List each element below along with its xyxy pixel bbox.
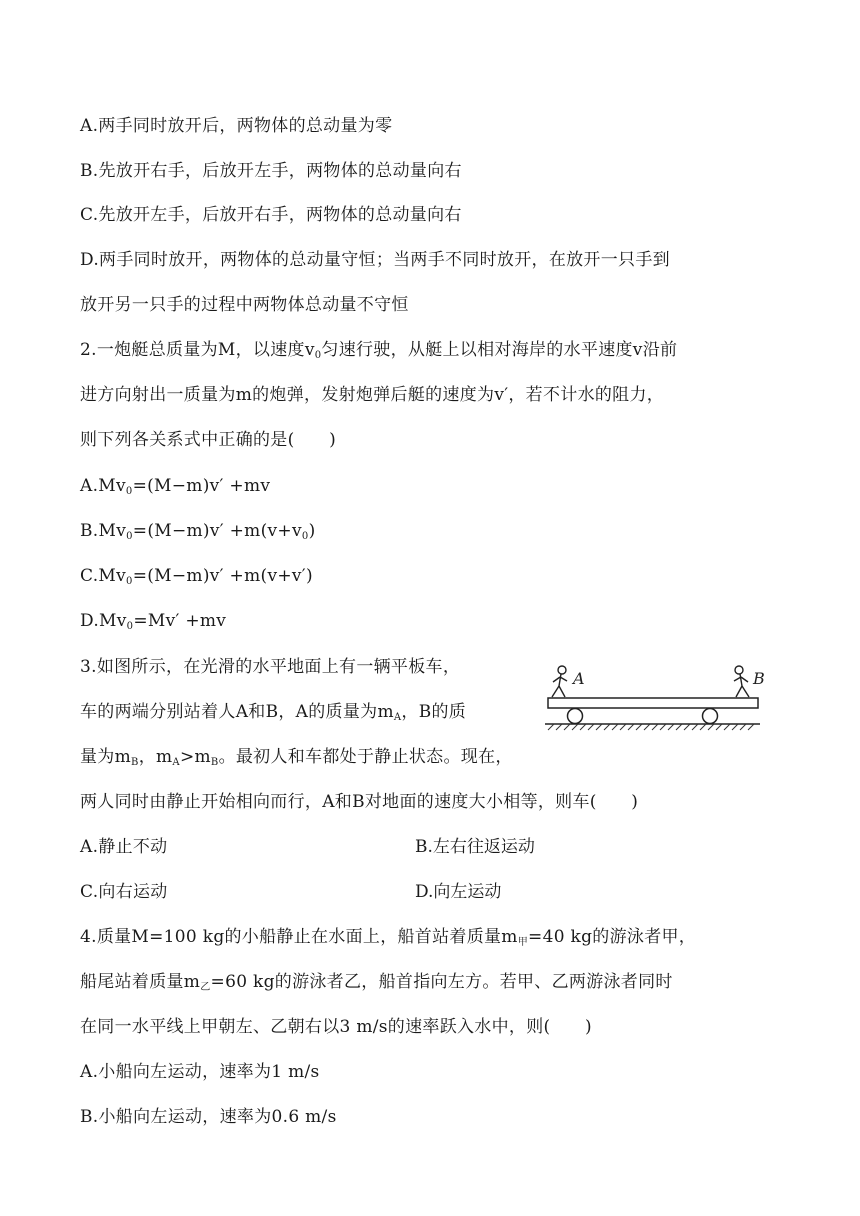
q1-option-b: B.先放开右手，后放开左手，两物体的总动量向右 [80, 161, 462, 181]
q2-option-b [80, 520, 316, 542]
subscript: 甲 [517, 937, 529, 948]
q3-text: 。最初人和车都处于静止状态。现在， [218, 747, 513, 767]
q4-text: 船尾站着质量m [80, 972, 201, 992]
q2-option-c [80, 565, 313, 587]
q3-option-d: D.向左运动 [415, 882, 502, 902]
subscript: 0 [125, 486, 133, 497]
subscript: B [210, 757, 219, 768]
q1-option-c: C.先放开左手，后放开右手，两物体的总动量向右 [80, 205, 462, 225]
ground-hatching [548, 724, 754, 730]
subscript: 0 [301, 531, 309, 542]
person-b-icon [734, 666, 749, 697]
q2-c-text: =(M−m)v′ +m(v+v′) [132, 566, 313, 586]
q2-option-a [80, 475, 270, 497]
q2-d-text: =Mv′ +mv [133, 611, 227, 631]
q2-text: 匀速行驶，从艇上以相对海岸的水平速度v沿前 [321, 340, 678, 360]
q4-stem-line3: 在同一水平线上甲朝左、乙朝右以3 m/s的速率跃入水中，则( ) [80, 1017, 592, 1037]
subscript: A [393, 712, 402, 723]
left-wheel [568, 709, 583, 724]
q3-option-c: C.向右运动 [80, 882, 168, 902]
q3-stem-line3 [80, 746, 513, 768]
q3-text: 量为m [80, 747, 132, 767]
q3-stem-line1: 3.如图所示，在光滑的水平地面上有一辆平板车， [80, 657, 461, 677]
subscript: B [131, 757, 139, 768]
q4-text: =40 kg的游泳者甲， [528, 927, 697, 947]
q2-d-text: D.Mv [80, 611, 127, 631]
q4-option-a: A.小船向左运动，速率为1 m/s [80, 1062, 320, 1082]
q2-a-text: A.Mv [80, 476, 126, 496]
subscript: A [172, 757, 180, 768]
q2-stem-line3: 则下列各关系式中正确的是( ) [80, 430, 337, 450]
cart-board [548, 698, 758, 708]
subscript: 0 [126, 576, 133, 587]
q1-option-d-line1: D.两手同时放开，两物体的总动量守恒；当两手不同时放开，在放开一只手到 [80, 250, 670, 270]
subscript: 0 [126, 621, 134, 632]
q3-stem-line4: 两人同时由静止开始相向而行，A和B对地面的速度大小相等，则车( ) [80, 792, 639, 812]
q4-stem-line1 [80, 926, 696, 948]
q3-stem-line2 [80, 701, 466, 723]
q3-option-b: B.左右往返运动 [415, 837, 535, 857]
q4-option-b: B.小船向左运动，速率为0.6 m/s [80, 1107, 337, 1127]
subscript: 乙 [200, 982, 211, 993]
subscript: 0 [126, 531, 133, 542]
q4-stem-line2 [80, 971, 673, 993]
q3-text: ，m [138, 747, 173, 767]
right-wheel [703, 709, 718, 724]
q3-text: >m [179, 747, 211, 767]
q4-text: =60 kg的游泳者乙，船首指向左方。若甲、乙两游泳者同时 [210, 972, 673, 992]
person-a-icon [552, 666, 567, 697]
q3-text: ，B的质 [401, 702, 467, 722]
q3-text: 车的两端分别站着人A和B，A的质量为m [80, 702, 394, 722]
q3-option-a: A.静止不动 [80, 837, 168, 857]
q2-b-text: =(M−m)v′ +m(v+v [132, 521, 302, 541]
q2-b-text: ) [308, 521, 316, 541]
q2-stem-line2: 进方向射出一质量为m的炮弹，发射炮弹后艇的速度为v′，若不计水的阻力， [80, 385, 665, 405]
q2-b-text: B.Mv [80, 521, 127, 541]
cart-figure [540, 660, 775, 740]
q4-text: 4.质量M=100 kg的小船静止在水面上，船首站着质量m [80, 927, 518, 947]
q2-text: 2.一炮艇总质量为M，以速度v [80, 340, 315, 360]
q2-stem-line1 [80, 339, 677, 361]
q1-option-a: A.两手同时放开后，两物体的总动量为零 [80, 116, 393, 136]
label-a: A [573, 669, 585, 688]
q2-c-text: C.Mv [80, 566, 127, 586]
label-b: B [753, 669, 765, 688]
subscript: 0 [314, 350, 322, 361]
q1-option-d-line2: 放开另一只手的过程中两物体总动量不守恒 [80, 295, 409, 315]
q2-option-d [80, 610, 226, 632]
q2-a-text: =(M−m)v′ +mv [132, 476, 271, 496]
